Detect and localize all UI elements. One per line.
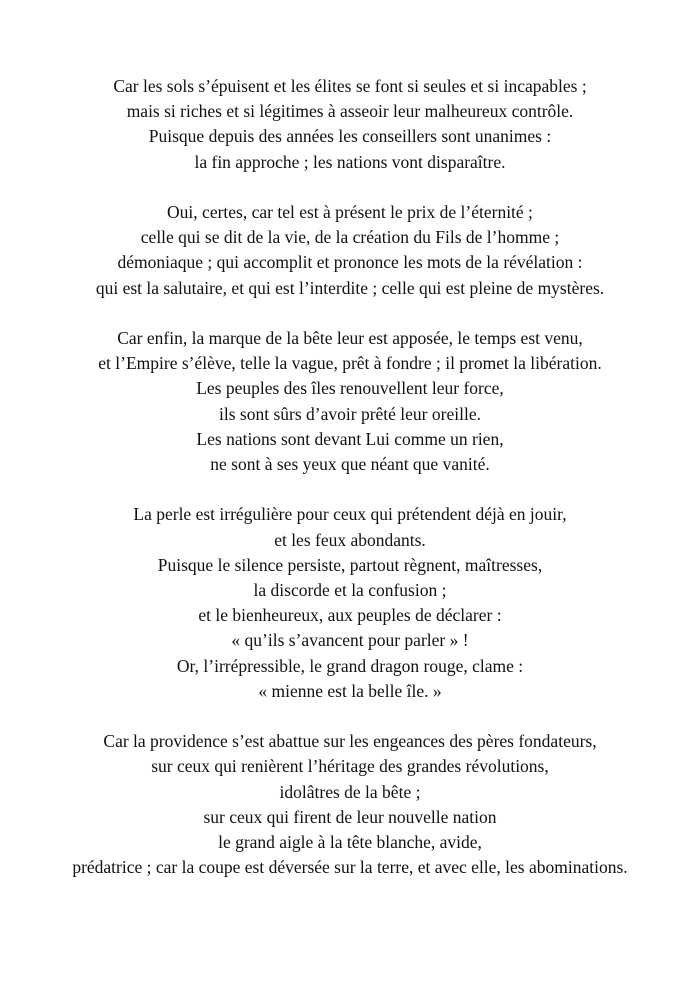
poem-line: Car les sols s’épuisent et les élites se font si seules et si incapables ;	[113, 76, 587, 96]
poem-line: Car enfin, la marque de la bête leur est apposée, le temps est venu,	[117, 328, 583, 348]
poem-line: prédatrice ; car la coupe est déversée sur la terre, et avec elle, les abominations.	[72, 857, 628, 878]
poem-line: celle qui se dit de la vie, de la création du Fils de l’homme ;	[140, 227, 560, 248]
poem-line: Les peuples des îles renouvellent leur force,	[196, 378, 504, 399]
poem-line: Puisque le silence persiste, partout règnent, maîtresses,	[157, 554, 543, 575]
stanza-3	[0, 326, 700, 477]
poem-line: Puisque depuis des années les conseillers sont unanimes :	[148, 126, 552, 147]
stanza-2	[0, 200, 700, 301]
poem-line: mais si riches et si légitimes à asseoir leur malheureux contrôle.	[126, 101, 574, 122]
poem-line: ne sont à ses yeux que néant que vanité.	[210, 454, 490, 475]
poem-line: la fin approche ; les nations vont disparaître.	[194, 151, 506, 172]
stanza-4	[0, 502, 700, 704]
poem-line: idolâtres de la bête ;	[279, 781, 421, 802]
poem-line: Oui, certes, car tel est à présent le prix de l’éternité ;	[167, 202, 533, 222]
stanza-5	[0, 729, 700, 880]
poem-line: et les feux abondants.	[274, 529, 426, 550]
poem-line: « qu’ils s’avancent pour parler » !	[231, 630, 469, 651]
poem-line: démoniaque ; qui accomplit et prononce les mots de la révélation :	[117, 252, 583, 273]
poem-line: sur ceux qui renièrent l’héritage des grandes révolutions,	[151, 756, 549, 777]
poem-body	[0, 74, 700, 906]
poem-line: et l’Empire s’élève, telle la vague, prêt à fondre ; il promet la libération.	[98, 353, 602, 374]
poem-line: et le bienheureux, aux peuples de déclarer :	[198, 605, 502, 626]
poem-line: le grand aigle à la tête blanche, avide,	[218, 832, 482, 853]
stanza-1	[0, 74, 700, 175]
poem-line: la discorde et la confusion ;	[253, 580, 447, 601]
poem-line: « mienne est la belle île. »	[258, 680, 442, 701]
poem-line: qui est la salutaire, et qui est l’interdite ; celle qui est pleine de mystères.	[95, 277, 605, 298]
poem-line: Les nations sont devant Lui comme un rien,	[196, 428, 504, 449]
poem-line: sur ceux qui firent de leur nouvelle nation	[203, 806, 497, 827]
poem-line: Car la providence s’est abattue sur les engeances des pères fondateurs,	[103, 731, 597, 752]
poem-line: Or, l’irrépressible, le grand dragon rouge, clame :	[176, 655, 524, 676]
poem-line: ils sont sûrs d’avoir prêté leur oreille.	[219, 403, 481, 424]
poem-line: La perle est irrégulière pour ceux qui prétendent déjà en jouir,	[133, 504, 567, 525]
